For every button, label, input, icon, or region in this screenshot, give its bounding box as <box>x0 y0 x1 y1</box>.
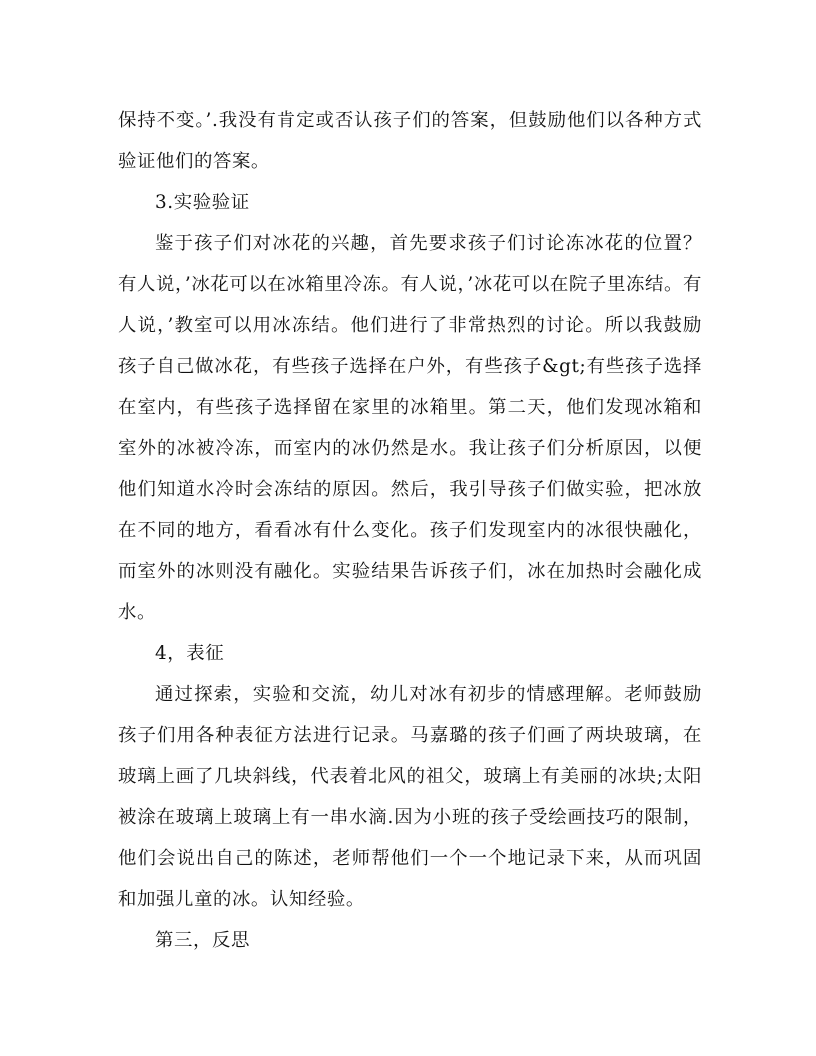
paragraph-representation: 通过探索，实验和交流，幼儿对冰有初步的情感理解。老师鼓励孩子们用各种表征方法进行记录。马嘉璐的孩子们画了两块玻璃，在玻璃上画了几块斜线，代表着北风的祖父，玻璃上有美丽的冰块;太阳被涂在玻璃上玻璃上有一串水滴.因为小班的孩子受绘画技巧的限制，他们会说出自己的陈述，老师帮他们一个一个地记录下来，从而巩固和加强儿童的冰。认知经验。 <box>118 684 702 910</box>
section-heading-experiment: 3.实验验证 <box>155 192 250 213</box>
document-body <box>118 100 702 961</box>
section-heading-reflection: 第三，反思 <box>155 930 250 951</box>
section-heading-representation: 4，表征 <box>155 643 225 664</box>
paragraph-experiment: 鉴于孩子们对冰花的兴趣，首先要求孩子们讨论冻冰花的位置？有人说，’冰花可以在冰箱里冷冻。有人说，’冰花可以在院子里冻结。有人说，’教室可以用冰冻结。他们进行了非常热烈的讨论。所以我鼓励孩子自己做冰花，有些孩子选择在户外，有些孩子&gt;有些孩子选择在室内，有些孩子选择留在家里的冰箱里。第二天，他们发现冰箱和室外的冰被冷冻，而室内的冰仍然是水。我让孩子们分析原因，以便他们知道水冷时会冻结的原因。然后，我引导孩子们做实验，把冰放在不同的地方，看看冰有什么变化。孩子们发现室内的冰很快融化，而室外的冰则没有融化。实验结果告诉孩子们，冰在加热时会融化成水。 <box>118 233 702 623</box>
paragraph-continued-text: 保持不变。’.我没有肯定或否认孩子们的答案，但鼓励他们以各种方式验证他们的答案。 <box>118 110 702 172</box>
